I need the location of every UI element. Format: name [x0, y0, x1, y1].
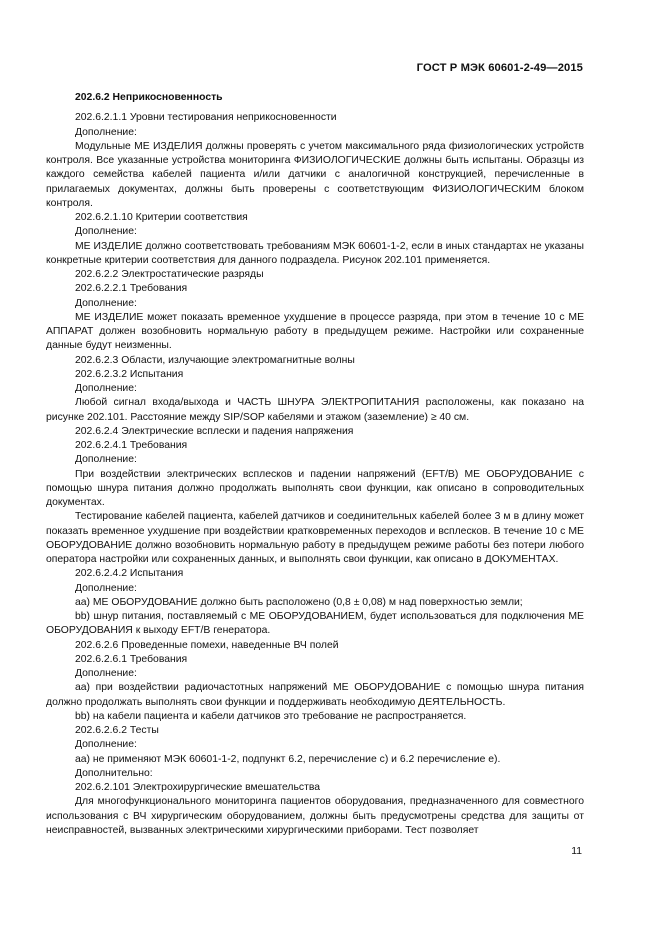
paragraph: МЕ ИЗДЕЛИЕ должно соответствовать требованиям МЭК 60601-1-2, если в иных стандартах не указаны конкретные критерии соответствия для данного подраздела. Рисунок 202.101 применяется.	[46, 240, 584, 266]
standard-header: ГОСТ Р МЭК 60601-2-49—2015	[416, 62, 583, 74]
paragraph: 202.6.2.6.1 Требования	[75, 653, 188, 665]
paragraph: 202.6.2.6.2 Тесты	[75, 725, 159, 736]
paragraph: 202.6.2.1.10 Критерии соответствия	[75, 212, 248, 223]
paragraph: 202.6.2.3.2 Испытания	[75, 368, 184, 380]
paragraph: 202.6.2.6 Проведенные помехи, наведенные ВЧ полей	[75, 639, 339, 651]
paragraph: аа) не применяют МЭК 60601-1-2, подпункт 6.2, перечисление с) и 6.2 перечисление е).	[75, 753, 501, 765]
paragraph: 202.6.2.2.1 Требования	[75, 283, 188, 295]
document-body	[46, 91, 584, 838]
paragraph: Дополнение:	[75, 126, 137, 138]
paragraph: 202.6.2.1.1 Уровни тестирования неприкосновенности	[75, 112, 337, 124]
paragraph: При воздействии электрических всплесков и падении напряжений (EFT/B) МЕ ОБОРУДОВАНИЕ с помощью шнура питания должно продолжать выполнять свои функции, как описано в сопроводительных документах.	[46, 468, 584, 508]
paragraph: Дополнение:	[75, 739, 137, 751]
paragraph: Для многофункционального мониторинга пациентов оборудования, предназначенного для совместного использования с ВЧ хирургическим оборудованием, должны быть предусмотрены средства для защиты от неисправностей, вызванных электрическими хирургическими приборами. Тест позволяет	[46, 796, 584, 836]
paragraph: Любой сигнал входа/выхода и ЧАСТЬ ШНУРА ЭЛЕКТРОПИТАНИЯ расположены, как показано на рисунке 202.101. Расстояние между SIP/SOP кабелями и этажом (заземление) ≥ 40 см.	[46, 397, 584, 423]
paragraph: 202.6.2.2 Электростатические разряды	[75, 269, 264, 280]
paragraph: bb) на кабели пациента и кабели датчиков это требование не распространяется.	[75, 710, 467, 722]
paragraph: МЕ ИЗДЕЛИЕ может показать временное ухудшение в процессе разряда, при этом в течение 10 с МЕ АППАРАТ должен возобновить нормальную работу в предыдущем режиме. Настройки или сохраненные данные будут неизменны.	[46, 311, 584, 352]
paragraph: Дополнение:	[75, 383, 137, 394]
paragraph: Дополнение:	[75, 226, 137, 238]
paragraph: Дополнение:	[75, 454, 137, 466]
paragraph: Дополнение:	[75, 668, 137, 679]
paragraph: аа) МЕ ОБОРУДОВАНИЕ должно быть расположено (0,8 ± 0,08) м над поверхностью земли;	[75, 596, 523, 608]
paragraph: аа) при воздействии радиочастотных напряжений МЕ ОБОРУДОВАНИЕ с помощью шнура питания должно продолжать выполнять свои функции и поддерживать необходимую ДЕЯТЕЛЬНОСТЬ.	[46, 682, 584, 708]
page-number: 11	[571, 846, 582, 857]
paragraph: 202.6.2.101 Электрохирургические вмешательства	[75, 782, 321, 793]
paragraph: Дополнение:	[75, 297, 137, 309]
paragraph: Тестирование кабелей пациента, кабелей датчиков и соединительных кабелей более 3 м в длину может показать временное ухудшение при воздействии кратковременных переходов и всплесков. В течение 10 с МЕ ОБОРУДОВАНИЕ должно возобновить нормальную работу в предыдущем режиме работы без потери любого оператора настройки или сохраненных данных, и выполнять свои функции, как описано в ДОКУМЕНТАХ.	[46, 511, 584, 565]
section-heading: 202.6.2 Неприкосновенность	[75, 92, 223, 103]
paragraph: 202.6.2.4 Электрические всплески и падения напряжения	[75, 425, 354, 437]
paragraph: Дополнение:	[75, 582, 137, 594]
paragraph: 202.6.2.4.1 Требования	[75, 440, 188, 451]
paragraph: 202.6.2.3 Области, излучающие электромагнитные волны	[75, 354, 355, 366]
paragraph-list	[46, 111, 584, 838]
paragraph: 202.6.2.4.2 Испытания	[75, 568, 184, 580]
paragraph: Дополнительно:	[75, 767, 153, 779]
paragraph: bb) шнур питания, поставляемый с МЕ ОБОРУДОВАНИЕМ, будет использоваться для подключения МЕ ОБОРУДОВАНИЯ к выходу EFT/B генератора.	[46, 611, 584, 637]
paragraph: Модульные МЕ ИЗДЕЛИЯ должны проверять с учетом максимального ряда физиологических устройств контроля. Все указанные устройства мониторинга ФИЗИОЛОГИЧЕСКИЕ должны быть испытаны. Образцы из каждого семейства кабелей пациента и/или датчики с аналогичной конструкцией, перечисленные в прилагаемых документах, должны быть проверены с соответствующим ФИЗИОЛОГИЧЕСКИМ блоком контроля.	[46, 140, 584, 209]
